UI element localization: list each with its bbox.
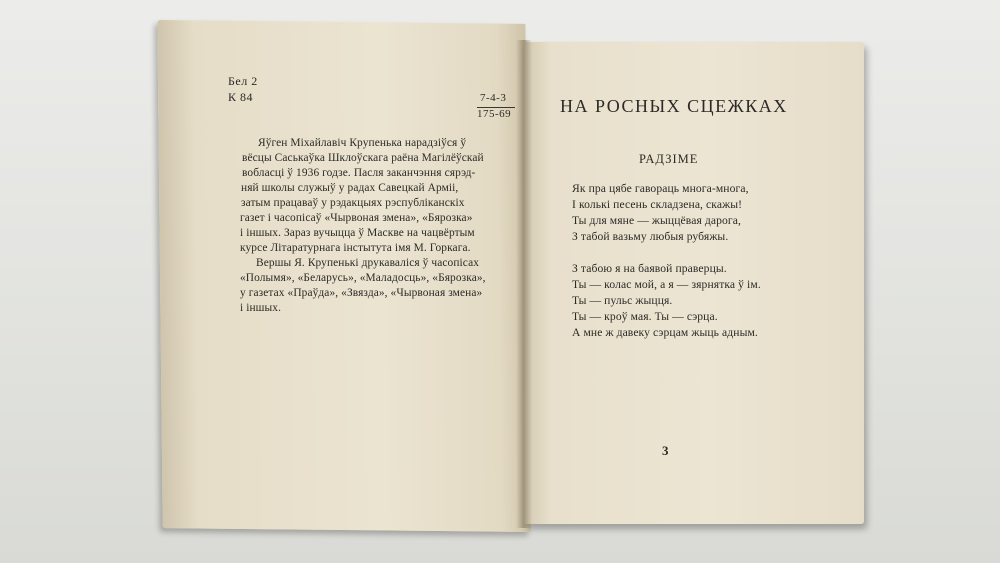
poem-line: Ты — кроў мая. Ты — сэрца. — [572, 310, 718, 323]
bio-line: вёсцы Саськаўка Шклоўскага раёна Магілёўскай — [242, 152, 484, 164]
poem-line: З табою я на баявой праверцы. — [572, 262, 727, 275]
poem-line: І колькі песень складзена, скажы! — [572, 198, 743, 211]
poem-line: А мне ж давеку сэрцам жыць адным. — [572, 326, 758, 339]
bio-line: у газетах «Праўда», «Звязда», «Чырвоная змена» — [240, 287, 483, 299]
bio-line: Яўген Міхайлавіч Крупенька нарадзіўся ў — [258, 137, 467, 149]
bio-line: «Полымя», «Беларусь», «Маладосць», «Бярозка», — [240, 272, 486, 284]
bio-line: Вершы Я. Крупенькі друкаваліся ў часопісах — [256, 257, 480, 269]
section-title: НА РОСНЫХ СЦЕЖКАХ — [560, 96, 788, 116]
poem-line: Ты для мяне — жыццёвая дарога, — [572, 214, 742, 227]
bio-line: курсе Літаратурнага інстытута імя М. Горкага. — [240, 242, 471, 254]
bio-line: вобласці ў 1936 годзе. Пасля заканчэння сярэд- — [242, 167, 476, 179]
poem-line: Ты — пульс жыцця. — [572, 294, 673, 307]
bio-line: і іншых. Зараз вучыцца ў Маскве на чацвёртым — [240, 227, 475, 239]
catalog-code-1: Бел 2 — [228, 74, 258, 88]
poem-title: РАДЗІМЕ — [639, 152, 699, 166]
bio-line: няй школы служыў у радах Савецкай Арміі, — [241, 182, 459, 194]
poem-line: Ты — колас мой, а я — зярнятка ў ім. — [572, 278, 761, 291]
bio-line: і іншых. — [240, 302, 282, 314]
bio-line: затым працаваў у рэдакцыях рэспубліканскіх — [241, 197, 465, 209]
page-number: 3 — [662, 443, 669, 458]
publication-code-2: 175-69 — [477, 108, 512, 120]
book-gutter — [516, 40, 532, 528]
poem-line: Як пра цябе гавораць многа-многа, — [572, 182, 749, 195]
catalog-code-2: К 84 — [228, 90, 254, 104]
bio-line: газет і часопісаў «Чырвоная змена», «Бярозка» — [240, 212, 473, 224]
poem-line: З табой вазьму любыя рубяжы. — [572, 230, 729, 243]
publication-code-1: 7-4-3 — [480, 92, 507, 104]
